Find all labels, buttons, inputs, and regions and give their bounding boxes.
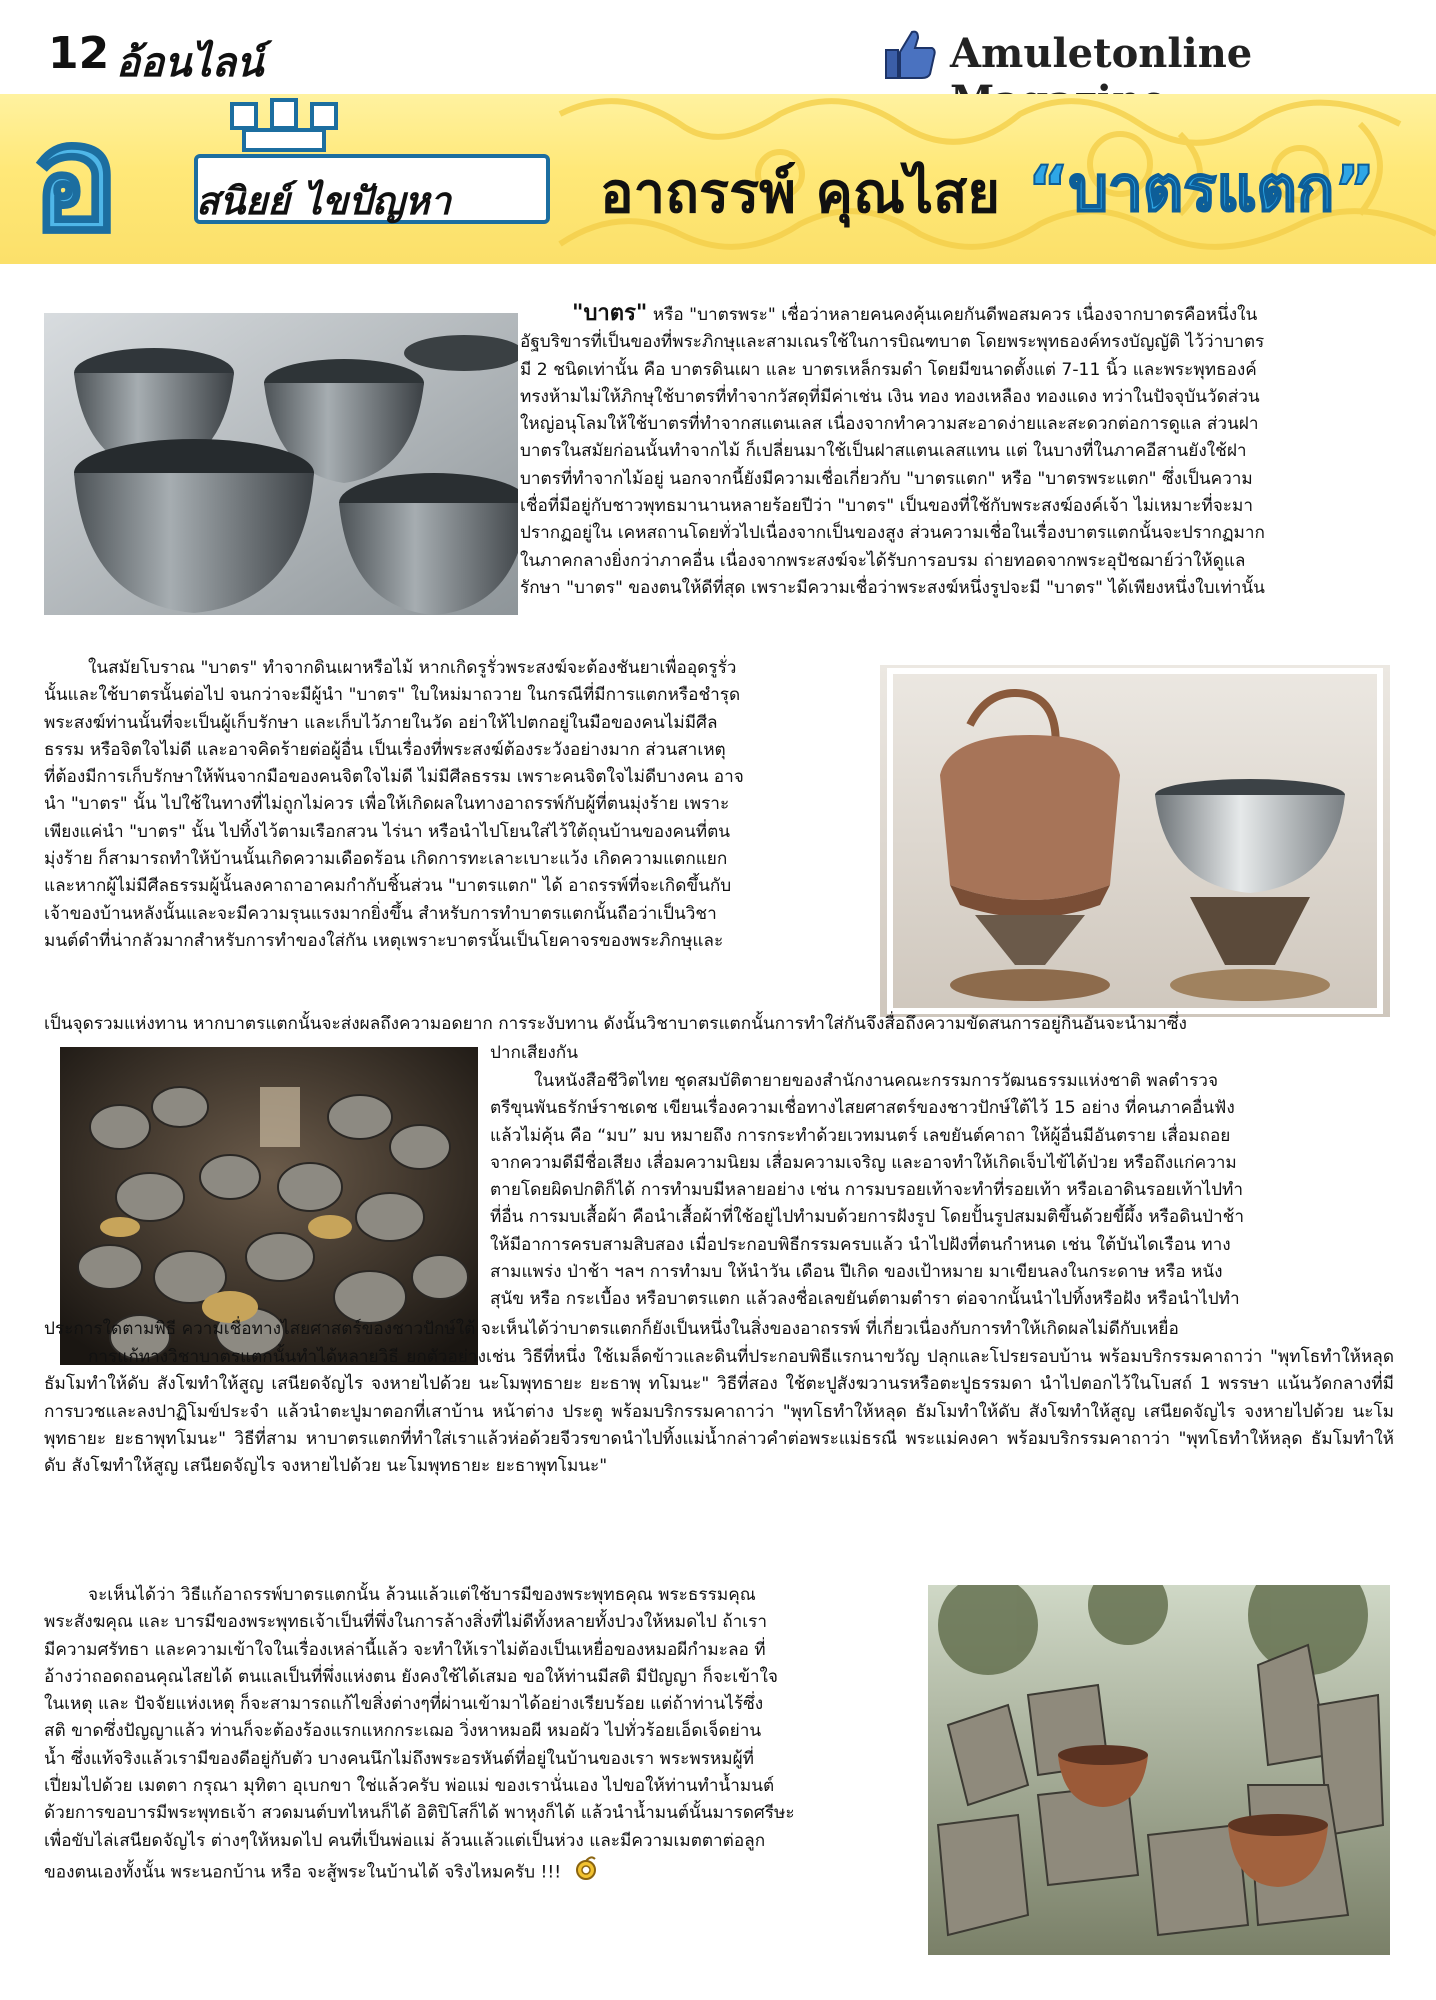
paragraph-line: อัฐบริขารที่เป็นของที่พระภิกษุและสามเณรใช้ในการบิณฑบาต โดยพระพุทธองค์ทรงบัญญัติ ไว้ว่าบาตร [520, 332, 1265, 353]
magazine-title: Amuletonline [950, 30, 1253, 77]
article-paragraph-3 [490, 1068, 1388, 1314]
paragraph-line: ธรรม หรือจิตใจไม่ดี และอาจคิดร้ายต่อผู้อื่น เป็นเรื่องที่พระสงฆ์ต้องระวังอย่างมาก ส่วนสาเหตุ [44, 739, 726, 760]
paragraph-line: พระสังฆคุณ และ บารมีของพระพุทธเจ้าเป็นที่พึ่งในการล้างสิ่งที่ไม่ดีทั้งหลายทั้งปวงให้หมดไป ถ้าเรา [44, 1612, 768, 1633]
photo-bowls-among-stones [928, 1585, 1390, 1955]
paragraph-line: ปรากฏอยู่ใน เคหสถานโดยทั่วไปเนื่องจากเป็นของสูง ส่วนความเชื่อในเรื่องบาตรแตกนั้นจะปรากฏมาก [520, 523, 1265, 544]
page-number: 12 [48, 28, 110, 79]
paragraph-line: มุ่งร้าย ก็สามารถทำให้บ้านนั้นเกิดความเดือดร้อน เกิดการทะเลาะเบาะแว้ง เกิดความแตกแยก [44, 849, 728, 870]
paragraph-line: จากความดีมีชื่อเสียง เสื่อมความนิยม เสื่อมความเจริญ และอาจทำให้เกิดเจ็บไข้ได้ป่วย หรือถึงแก่ความ [490, 1152, 1237, 1173]
article-paragraph-1 [520, 300, 1388, 602]
paragraph-line: มีความศรัทธา และความเข้าใจในเรื่องเหล่านี้แล้ว จะทำให้เราไม่ต้องเป็นเหยื่อของหมอผีกำมะลอ ที่ [44, 1639, 766, 1660]
paragraph-line: ตรีขุนพันธรักษ์ราชเดช เขียนเรื่องความเชื่อทางไสยศาสตร์ของชาวปักษ์ใต้ไว้ 15 อย่าง ที่คนภาคอื่นฟัง [490, 1098, 1235, 1119]
paragraph-line: แล้วไม่คุ้น คือ “มบ” มบ หมายถึง การกระทำด้วยเวทมนตร์ เลขยันต์คาถา ให้ผู้อื่นมีอันตราย เสื่อมถอย [490, 1125, 1231, 1146]
banner-initial-letter: อ [30, 92, 121, 266]
paragraph-line: ใหญ่อนุโลมให้ใช้บาตรที่ทำจากสแตนเลส เนื่องจากทำความสะอาดง่ายและสะดวกต่อการดูแล ส่วนฝา [520, 414, 1259, 435]
paragraph-line: ที่อื่น การมบเสื้อผ้า คือนำเสื้อผ้าที่ใช้อยู่ไปทำมบด้วยการฝังรูป โดยปั้นรูปสมมติขึ้นด้วยขี้ผึ้ง หรือดินป่าช้า [490, 1207, 1245, 1228]
paragraph-line: ในสมัยโบราณ "บาตร" ทำจากดินเผาหรือไม้ หากเกิดรูรั่วพระสงฆ์จะต้องชันยาเพื่ออุดรูรั่ว [88, 658, 737, 678]
paragraph-line: อ้างว่าถอดถอนคุณไสยได้ ตนแลเป็นที่พึ่งแห่งตน ยังคงใช้ได้เสมอ ขอให้ท่านมีสติ มีปัญญา ก็จะเข้าใจ [44, 1666, 778, 1687]
article-title-highlight: “บาตรแตก” [1028, 152, 1375, 225]
article-title: อาถรรพ์ คุณไสย [600, 161, 1001, 226]
paragraph-line: เปี่ยมไปด้วย เมตตา กรุณา มุทิตา อุเบกขา ใช่แล้วครับ พ่อแม่ ของเรานั่นเอง ไปขอให้ท่านทำน้ำมนต์ [44, 1776, 775, 1797]
paragraph-line: จะเห็นได้ว่า วิธีแก้อาถรรพ์บาตรแตกนั้น ล้วนแล้วแต่ใช้บารมีของพระพุทธคุณ พระธรรมคุณ [88, 1585, 756, 1605]
paragraph-line: เจ้าของบ้านหลังนั้นและจะมีความรุนแรงมากยิ่งขึ้น สำหรับการทำบาตรแตกนั้นถือว่าเป็นวิชา [44, 903, 717, 924]
paragraph-line: สามแพร่ง ป่าช้า ฯลฯ การทำมบ ให้นำวัน เดือน ปีเกิด ของเป้าหมาย มาเขียนลงในกระดาษ หรือ หนัง [490, 1262, 1223, 1283]
photo-bowls-on-stands [880, 665, 1390, 1017]
paragraph-line: สติ ขาดซึ่งปัญญาแล้ว ท่านก็จะต้องร้องแรกแหกกระเฌอ วิ่งหาหมอผี หมอผัว ไปทั่วร้อยเอ็ดเจ็ดย่าน [44, 1721, 762, 1742]
paragraph-line: มี 2 ชนิดเท่านั้น คือ บาตรดินเผา และ บาตรเหล็กรมดำ โดยมีขนาดตั้งแต่ 7-11 นิ้ว และพระพุทธองค์ [520, 359, 1257, 380]
paragraph-line: ในเหตุ และ ปัจจัยแห่งเหตุ ก็จะสามารถแก้ไขสิ่งต่างๆที่ผ่านเข้ามาได้อย่างเรียบร้อย แต่ถ้าท่านไร้ซึ่ง [44, 1694, 764, 1715]
paragraph-line: เพื่อขับไล่เสนียดจัญไร ต่างๆให้หมดไป คนที่เป็นพ่อแม่ ล้วนแล้วแต่เป็นห่วง และมีความเมตตาต่อลูก [44, 1830, 766, 1851]
paragraph-line: ให้มีอาการครบสามสิบสอง เมื่อประกอบพิธีกรรมครบแล้ว นำไปฝังที่ตนกำหนด เช่น ใต้บันไดเรือน ทาง [490, 1234, 1231, 1255]
paragraph-line: ทรงห้ามไม่ให้ภิกษุใช้บาตรที่ทำจากวัสดุที่มีค่าเช่น เงิน ทอง ทองเหลือง ทองแดง ทว่าในปัจจุบันวัดส่วน [520, 386, 1260, 407]
paragraph-line: และหากผู้ไม่มีศีลธรรมผู้นั้นลงคาถาอาคมกำกับชิ้นส่วน "บาตรแตก" ได้ อาถรรพ์ที่จะเกิดขึ้นกับ [44, 876, 732, 897]
paragraph-line: นำ "บาตร" นั้น ไปใช้ในทางที่ไม่ถูกไม่ควร เพื่อให้เกิดผลในทางอาถรรพ์กับผู้ที่ตนมุ่งร้าย เพราะ [44, 794, 730, 815]
article-paragraph-4: การแก้ทางวิชาบาตรแตกนั้นทำได้หลายวิธี ยกตัวอย่างเช่น วิธีที่หนึ่ง ใช้เมล็ดข้าวและดินที่ประกอบพิธีแรกนาขวัญ ปลุกและโปรยรอบบ้าน พร้อมบริกรรมคาถาว่า "พุทโธทำให้หลุด ธัมโมทำให้ดับ สังโฆทำให้สูญ เสนียดจัญไร จงหายไปด้วย นะโมพุทธายะ ยะธาพุ ทโมนะ" วิธีที่สอง ใช้ตะปูสังฆวานรหรือตะปูธรรมดา นำไปตอกไว้ในโบสถ์ 1 พรรษา แน้นวัดกลางที่มีการบวชและลงปาฏิโมข์ประจำ แล้วนำตะปูมาตอกที่เสาบ้าน หน้าต่าง ประตู พร้อมบริกรรมคาถาว่า "พุทโธทำให้หลุด ธัมโมทำให้ดับ สังโฆทำให้สูญ เสนียดจัญไร จงหายไปด้วย นะโมพุทธายะ ยะธาพุทโมนะ" วิธีที่สาม หาบาตรแตกที่ทำใส่เราแล้วห่อด้วยจีวรขาดนำไปทิ้งแม่น้ำกล่าวคำต่อพระแม่ธรณี พระแม่คงคา พร้อมบริกรรมคาถาว่า "พุทโธทำให้หลุด ธัมโมทำให้ดับ สังโฆทำให้สูญ เสนียดจัญไร จงหายไปด้วย นะโมพุทธายะ ยะธาพุทโมนะ" [44, 1347, 1394, 1477]
paragraph-line: ในหนังสือชีวิตไทย ชุดสมบัติตายายของสำนักงานคณะกรรมการวัฒนธรรมแห่งชาติ พลตำรวจ [534, 1071, 1219, 1091]
paragraph-line: ที่ต้องมีการเก็บรักษาให้พ้นจากมือของคนจิตใจไม่ดี ไม่มีศีลธรรม เพราะคนจิตใจไม่ดีบางคน อาจ [44, 767, 744, 788]
paragraph-line: เพียงแค่นำ "บาตร" นั้น ไปทิ้งไว้ตามเรือกสวน ไร่นา หรือนำไปโยนใส่ไว้ใต้ถุนบ้านของคนที่ตน [44, 821, 730, 842]
paragraph-line: มนต์ดำที่น่ากลัวมากสำหรับการทำของใส่กัน เหตุเพราะบาตรนั้นเป็นโยคาจรของพระภิกษุและ [44, 930, 724, 951]
article-paragraph-2-full-line: เป็นจุดรวมแห่งทาน หากบาตรแตกนั้นจะส่งผลถึงความอดยาก การระงับทาน ดังนั้นวิชาบาตรแตกนั้นการทำใส่กันจึงสื่อถึงความขัดสนการอยู่กินอันจะนำมาซึ่ง [44, 1014, 1187, 1034]
paragraph-line: นั้นและใช้บาตรนั้นต่อไป จนกว่าจะมีผู้นำ "บาตร" ใบใหม่มาถวาย ในกรณีที่มีการแตกหรือชำรุด [44, 685, 741, 706]
lead-word: "บาตร" [572, 301, 648, 326]
publication-logo: อ้อนไลน์ [116, 39, 264, 86]
paragraph-line: ด้วยการขอบารมีพระพุทธเจ้า สวดมนต์บทไหนก็ได้ อิติปิโสก็ได้ พาหุงก็ได้ แล้วนำน้ำมนต์นั้นมารดศรีษะ [44, 1803, 795, 1824]
paragraph-line: บาตรในสมัยก่อนนั้นทำจากไม้ ก็เปลี่ยนมาใช้เป็นฝาสแตนเลสแทน แต่ ในบางที่ในภาคอีสานยังใช้ฝา [520, 441, 1247, 462]
paragraph-line: สุนัข หรือ กระเบื้อง หรือบาตรแตก แล้วลงชื่อเลขยันต์ตามตำรา ต่อจากนั้นนำไปทิ้งหรือฝัง หรือนำไปทำ [490, 1289, 1240, 1310]
paragraph-line: เชื่อที่มีอยู่กับชาวพุทธมานานหลายร้อยปีว่า "บาตร" เป็นของที่ใช้กับพระสงฆ์องค์เจ้า ไม่เหมาะที่จะมา [520, 496, 1254, 517]
amulet-end-icon [573, 1855, 599, 1890]
article-paragraph-2-end: ปากเสียงกัน [490, 1043, 578, 1063]
paragraph-line: ตายโดยผิดปกติก็ได้ การทำมบมีหลายอย่าง เช่น การมบรอยเท้าจะทำที่รอยเท้า หรือเอาดินรอยเท้าไปทำ [490, 1180, 1244, 1201]
photo-alms-bowls-closeup [44, 313, 518, 615]
paragraph-line: รักษา "บาตร" ของตนให้ดีที่สุด เพราะมีความเชื่อว่าพระสงฆ์หนึ่งรูปจะมี "บาตร" ได้เพียงหนึ่งใบเท่านั้น [520, 577, 1265, 598]
paragraph-line: "บาตร" หรือ "บาตรพระ" เชื่อว่าหลายคนคงคุ้นเคยกันดีพอสมควร เนื่องจากบาตรคือหนึ่งใน [572, 301, 1258, 326]
thumbs-up-icon [882, 26, 938, 82]
column-name: สนิยย์ ไขปัญหา [196, 179, 451, 223]
article-paragraph-3-full-line: ประการใดตามพิธี ความเชื่อทางไสยศาสตร์ของชาวปักษ์ใต้ จะเห็นได้ว่าบาตรแตกก็ยังเป็นหนึ่งในสิ่งของอาถรรพ์ ที่เกี่ยวเนื่องกับการทำให้เกิดผลไม่ดีกับเหยื่อ [44, 1319, 1179, 1339]
paragraph-line: ของตนเองทั้งนั้น พระนอกบ้าน หรือ จะสู้พระในบ้านได้ จริงไหมครับ !!! [44, 1855, 912, 1890]
article-paragraph-5 [44, 1582, 912, 1890]
paragraph-line: พระสงฆ์ท่านนั้นที่จะเป็นผู้เก็บรักษา และเก็บไว้ภายในวัด อย่าให้ไปตกอยู่ในมือของคนไม่มีศีล [44, 712, 718, 733]
paragraph-line: ในภาคกลางยิ่งกว่าภาคอื่น เนื่องจากพระสงฆ์จะได้รับการอบรม ถ่ายทอดจากพระอุปัชฌาย์ว่าให้ดูแล [520, 550, 1246, 571]
article-paragraph-2 [44, 655, 864, 955]
paragraph-line: น้ำ ซึ่งแท้จริงแล้วเรามีของดีอยู่กับตัว บางคนนึกไม่ถึงพระอรหันต์ที่อยู่ในบ้านของเรา พระพรหมผู้ที่ [44, 1748, 754, 1769]
paragraph-line: บาตรที่ทำจากไม้อยู่ นอกจากนี้ยังมีความเชื่อเกี่ยวกับ "บาตรแตก" หรือ "บาตรพระแตก" ซึ่งเป็นความ [520, 468, 1253, 489]
